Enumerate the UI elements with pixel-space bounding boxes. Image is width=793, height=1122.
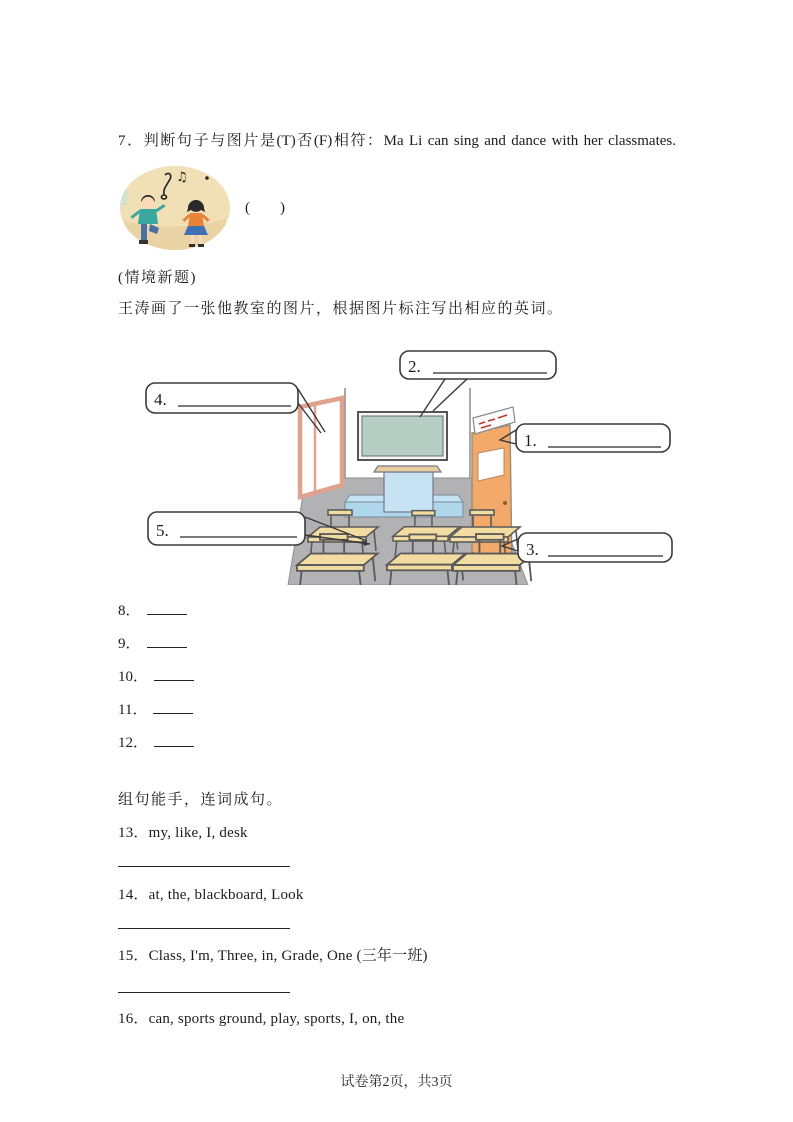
callout-2-number: 2. — [408, 357, 421, 376]
item-9-number: 9． — [118, 636, 141, 652]
question-7-text: 7．判断句子与图片是(T)否(F)相符：Ma Li can sing and dance with her classmates. — [118, 133, 676, 149]
callout-5-number: 5. — [156, 521, 169, 540]
blackboard — [358, 412, 447, 460]
page-footer: 试卷第2页，共3页 — [340, 1075, 453, 1090]
context-tag: (情境新题) — [118, 270, 197, 286]
callout-2 — [400, 351, 556, 417]
word-blank-row — [118, 601, 318, 621]
callout-1 — [500, 424, 670, 452]
item-12-blank — [154, 733, 194, 747]
item-11-number: 11． — [118, 702, 148, 718]
rearrange-section-title: 组句能手，连词成句。 — [118, 792, 284, 808]
figure-instruction: 王涛画了一张他教室的图片，根据图片标注写出相应的英词。 — [118, 301, 564, 317]
item-9-blank — [147, 634, 187, 648]
callout-3 — [502, 533, 672, 562]
word-blank-row — [118, 634, 318, 654]
item-10-number: 10． — [118, 669, 149, 685]
item-8-number: 8． — [118, 603, 141, 619]
word-blank-row — [118, 667, 318, 687]
callout-4-number: 4. — [154, 390, 167, 409]
svg-text:♫: ♫ — [176, 170, 188, 185]
answer-line-13 — [118, 866, 290, 867]
word-blank-list — [118, 601, 318, 753]
classroom-figure — [145, 345, 675, 585]
sentence-item-13: 13．my, like, I, desk — [118, 825, 248, 841]
sentence-item-15: 15．Class, I'm, Three, in, Grade, One (三年一班) — [118, 948, 428, 964]
answer-line-14 — [118, 928, 290, 929]
word-blank-row — [118, 733, 318, 753]
sentence-item-16: 16．can, sports ground, play, sports, I, on, the — [118, 1011, 405, 1027]
item-10-blank — [154, 667, 194, 681]
callout-1-number: 1. — [524, 431, 537, 450]
tf-answer-space: ( ) — [245, 200, 285, 216]
sentence-item-14: 14．at, the, blackboard, Look — [118, 887, 304, 903]
item-11-blank — [153, 700, 193, 714]
dancing-kids-image — [118, 165, 232, 252]
classroom-door — [472, 425, 512, 570]
item-12-number: 12． — [118, 735, 149, 751]
teacher-podium — [374, 466, 441, 512]
callout-3-number: 3. — [526, 540, 539, 559]
answer-line-15 — [118, 992, 290, 993]
word-blank-row — [118, 700, 318, 720]
item-8-blank — [147, 601, 187, 615]
